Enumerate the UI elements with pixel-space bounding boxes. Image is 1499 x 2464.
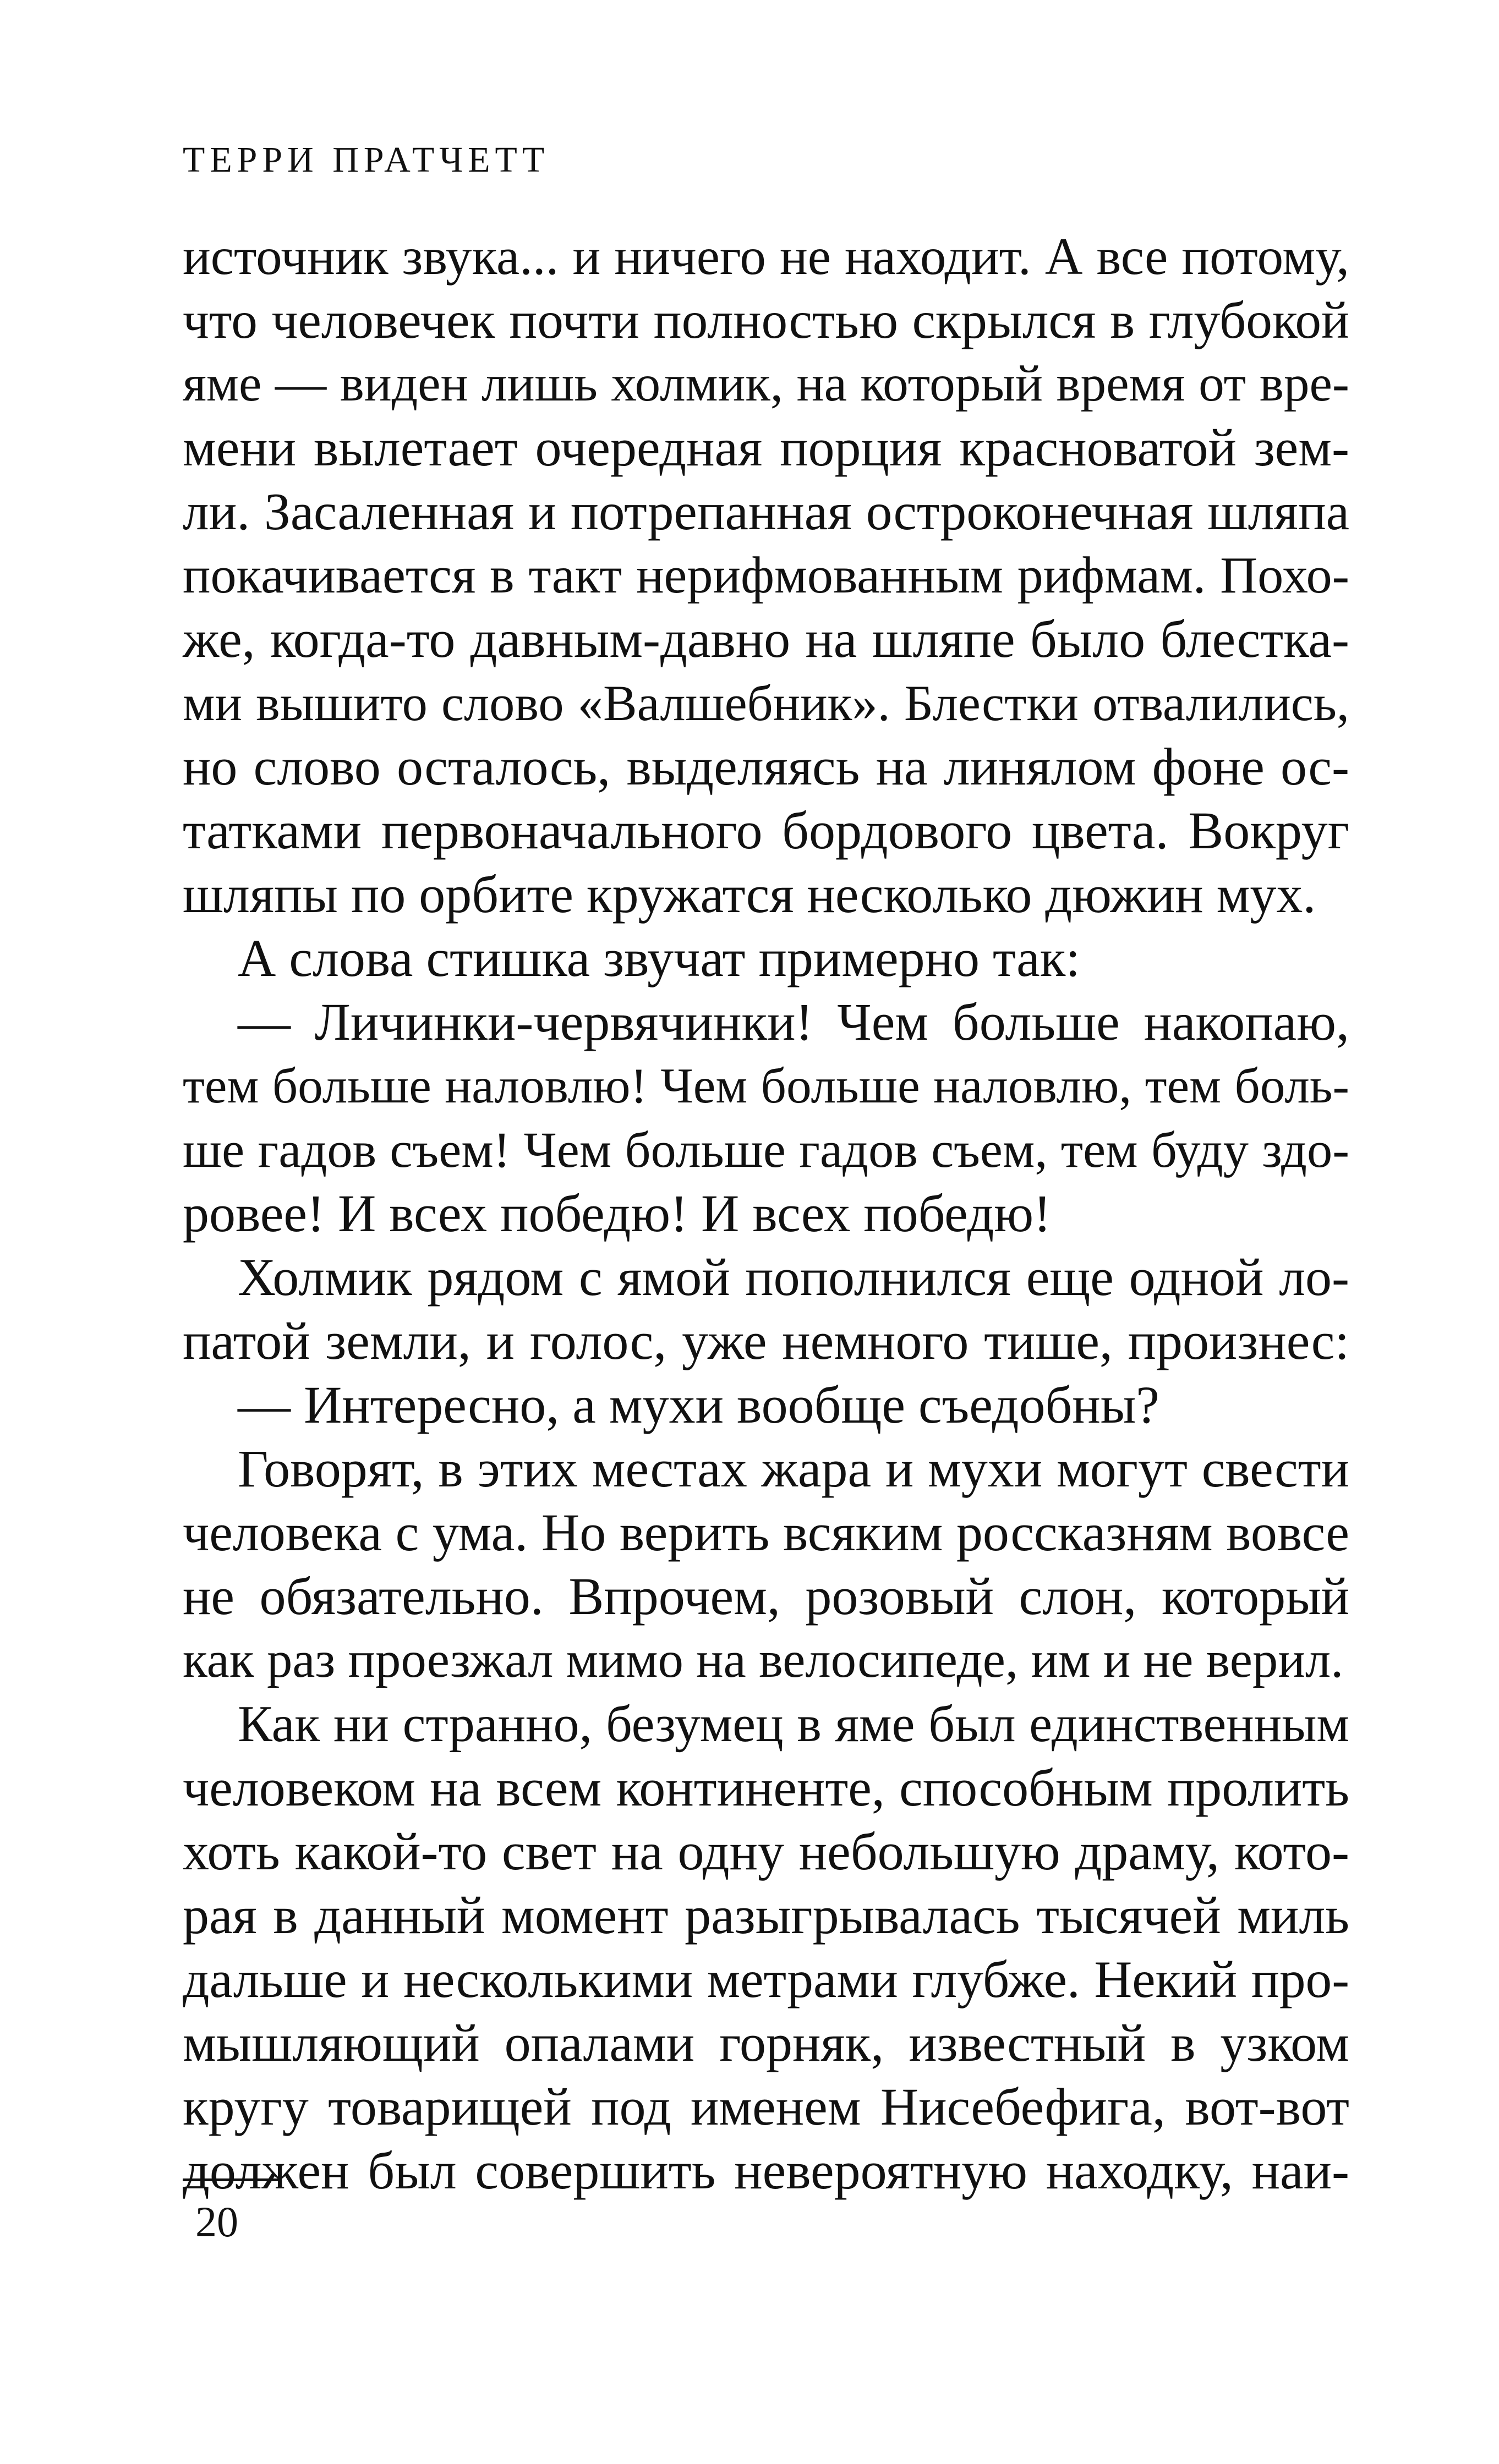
text-line: источник звука... и ничего не находит. А все потому, (183, 227, 1349, 286)
text-line: как раз проезжал мимо на велосипеде, им и не верил. (183, 1632, 1344, 1688)
text-line: — Личинки-червячинки! Чем больше накопаю, (238, 992, 1349, 1051)
page-number: 20 (195, 2198, 238, 2246)
text-line: — Интересно, а мухи вообще съедобны? (238, 1375, 1159, 1434)
text-line: не обязательно. Впрочем, розовый слон, который (183, 1567, 1349, 1626)
text-line: Холмик рядом с ямой пополнился еще одной ло- (238, 1248, 1349, 1307)
text-line: А слова стишка звучат примерно так: (238, 929, 1081, 987)
running-head-author: ТЕРРИ ПРАТЧЕТТ (183, 140, 550, 180)
text-line: мышляющий опалами горняк, известный в узком (183, 2013, 1349, 2072)
text-line: патой земли, и голос, уже немного тише, произнес: (183, 1311, 1349, 1370)
text-line: но слово осталось, выделяясь на линялом фоне ос- (183, 737, 1349, 796)
text-line: дальше и несколькими метрами глубже. Некий про- (183, 1950, 1349, 2008)
text-line: яме — виден лишь холмик, на который время от вре- (183, 355, 1349, 412)
text-line: мени вылетает очередная порция красноватой зем- (183, 418, 1349, 477)
text-line: должен был совершить невероятную находку, наи- (183, 2141, 1349, 2200)
body-text (183, 224, 1349, 2203)
text-line: Как ни странно, безумец в яме был единственным (238, 1695, 1349, 1753)
text-line: ли. Засаленная и потрепанная остроконечная шляпа (183, 482, 1349, 541)
text-line: рая в данный момент разыгрывалась тысячей миль (183, 1886, 1349, 1945)
folio-rule (183, 2178, 282, 2181)
text-line: хоть какой-то свет на одну небольшую драму, кото- (183, 1822, 1349, 1881)
text-line: татками первоначального бордового цвета. Вокруг (183, 801, 1349, 860)
text-line: тем больше наловлю! Чем больше наловлю, тем боль- (183, 1058, 1349, 1113)
text-line: Говорят, в этих местах жара и мухи могут свести (238, 1439, 1349, 1498)
text-line: человека с ума. Но верить всяким россказням вовсе (183, 1503, 1349, 1562)
text-line: человеком на всем континенте, способным пролить (183, 1758, 1349, 1817)
text-line: что человечек почти полностью скрылся в глубокой (183, 291, 1349, 349)
text-line: ровее! И всех победю! И всех победю! (183, 1184, 1052, 1243)
text-line: покачивается в такт нерифмованным рифмам. Похо- (183, 547, 1349, 604)
text-line: же, когда-то давным-давно на шляпе было блестка- (183, 610, 1349, 668)
text-line: ше гадов съем! Чем больше гадов съем, тем буду здо- (183, 1122, 1349, 1178)
text-line: ми вышито слово «Валшебник». Блестки отвалились, (183, 675, 1349, 731)
text-line: кругу товарищей под именем Нисебефига, вот-вот (183, 2077, 1349, 2136)
text-line: шляпы по орбите кружатся несколько дюжин мух. (183, 865, 1316, 924)
